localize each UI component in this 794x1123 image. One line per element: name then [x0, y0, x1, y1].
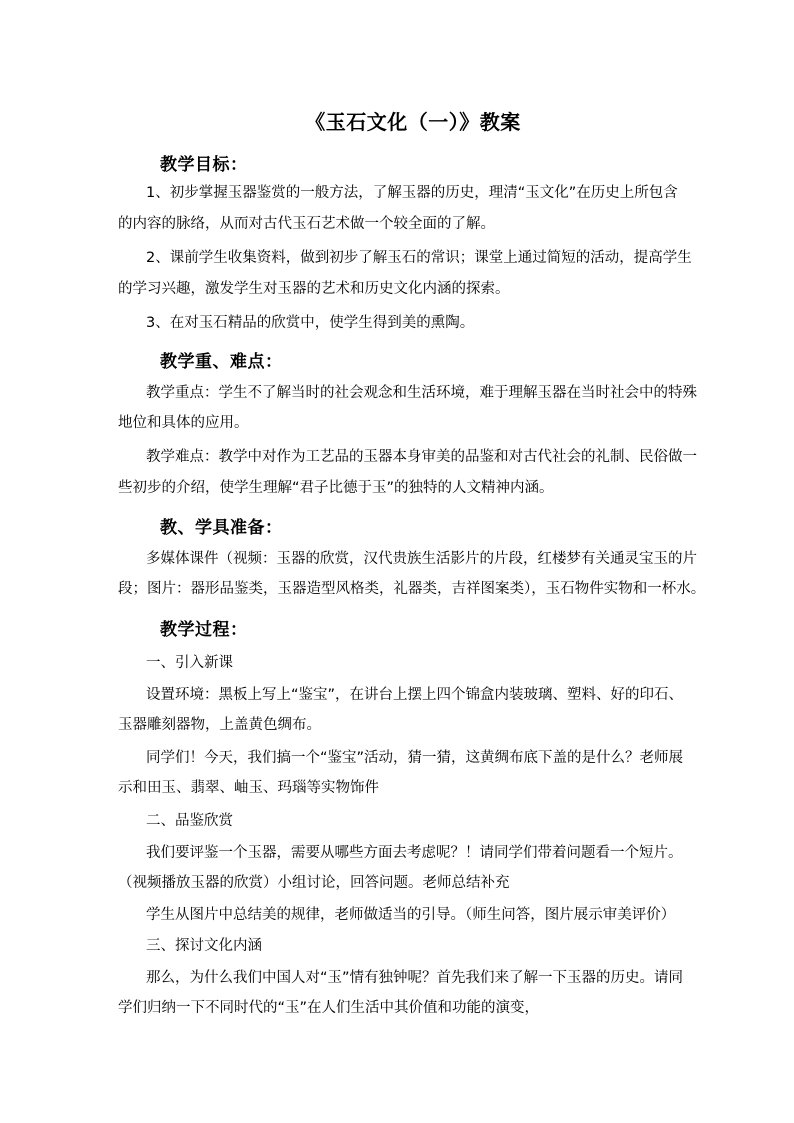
key-point-line-2: 地位和具体的应用。: [118, 415, 249, 431]
process-s1-p2-line-1: 同学们！今天，我们搞一个“鉴宝”活动，猜一猜，这黄绸布底下盖的是什么？老师展: [146, 750, 684, 766]
objectives-item-2-line-2: 的学习兴趣，激发学生对玉器的艺术和历史文化内涵的探索。: [118, 281, 510, 297]
process-s1-p2-line-2: 示和田玉、翡翠、岫玉、玛瑙等实物饰件: [118, 780, 379, 796]
process-s2-p1-line-1: 我们要评鉴一个玉器，需要从哪些方面去考虑呢？！请同学们带着问题看一个短片。: [146, 845, 683, 861]
heading-preparation: 教、学具准备：: [160, 518, 283, 538]
process-s1-p1-line-2: 玉器雕刻器物，上盖黄色绸布。: [118, 717, 321, 733]
preparation-line-1: 多媒体课件（视频：玉器的欣赏，汉代贵族生活影片的片段，红楼梦有关通灵宝玉的片: [146, 551, 697, 567]
difficulty-line-2: 些初步的介绍，使学生理解“君子比德于玉”的独特的人文精神内涵。: [118, 480, 554, 496]
process-section-2-title: 二、品鉴欣赏: [146, 813, 233, 829]
preparation-line-2: 段；图片：器形品鉴类，玉器造型风格类，礼器类，吉祥图案类），玉石物件实物和一杯水。: [118, 581, 706, 597]
objectives-item-1-line-1: 1、初步掌握玉器鉴赏的一般方法，了解玉器的历史，理清“玉文化”在历史上所包含: [146, 185, 678, 201]
process-section-1-title: 一、引入新课: [146, 655, 233, 671]
process-s3-p1-line-1: 那么，为什么我们中国人对“玉”情有独钟呢？首先我们来了解一下玉器的历史。请同: [146, 970, 684, 986]
objectives-item-2-line-1: 2、课前学生收集资料，做到初步了解玉石的常识；课堂上通过简短的活动，提高学生: [146, 250, 692, 266]
objectives-item-3: 3、在对玉石精品的欣赏中，使学生得到美的熏陶。: [146, 315, 475, 331]
process-s3-p1-line-2: 学们归纳一下不同时代的“玉”在人们生活中其价值和功能的演变，: [118, 1000, 540, 1016]
heading-process: 教学过程：: [160, 620, 248, 640]
page-title: 《玉石文化（一）》教案: [305, 110, 521, 134]
objectives-item-1-line-2: 的内容的脉络，从而对古代玉石艺术做一个较全面的了解。: [118, 216, 495, 232]
process-s2-p2: 学生从图片中总结美的规律，老师做适当的引导。（师生问答，图片展示审美评价）: [146, 907, 676, 923]
process-s1-p1-line-1: 设置环境：黑板上写上“鉴宝”，在讲台上摆上四个锦盒内装玻璃、塑料、好的印石、: [146, 687, 684, 703]
heading-key-points: 教学重、难点：: [160, 352, 283, 372]
process-s2-p1-line-2: （视频播放玉器的欣赏）小组讨论，回答问题。老师总结补充: [118, 875, 510, 891]
difficulty-line-1: 教学难点：教学中对作为工艺品的玉器本身审美的品鉴和对古代社会的礼制、民俗做一: [146, 449, 697, 465]
key-point-line-1: 教学重点：学生不了解当时的社会观念和生活环境，难于理解玉器在当时社会中的特殊: [146, 385, 697, 401]
process-section-3-title: 三、探讨文化内涵: [146, 938, 262, 954]
heading-objectives: 教学目标：: [160, 155, 248, 175]
